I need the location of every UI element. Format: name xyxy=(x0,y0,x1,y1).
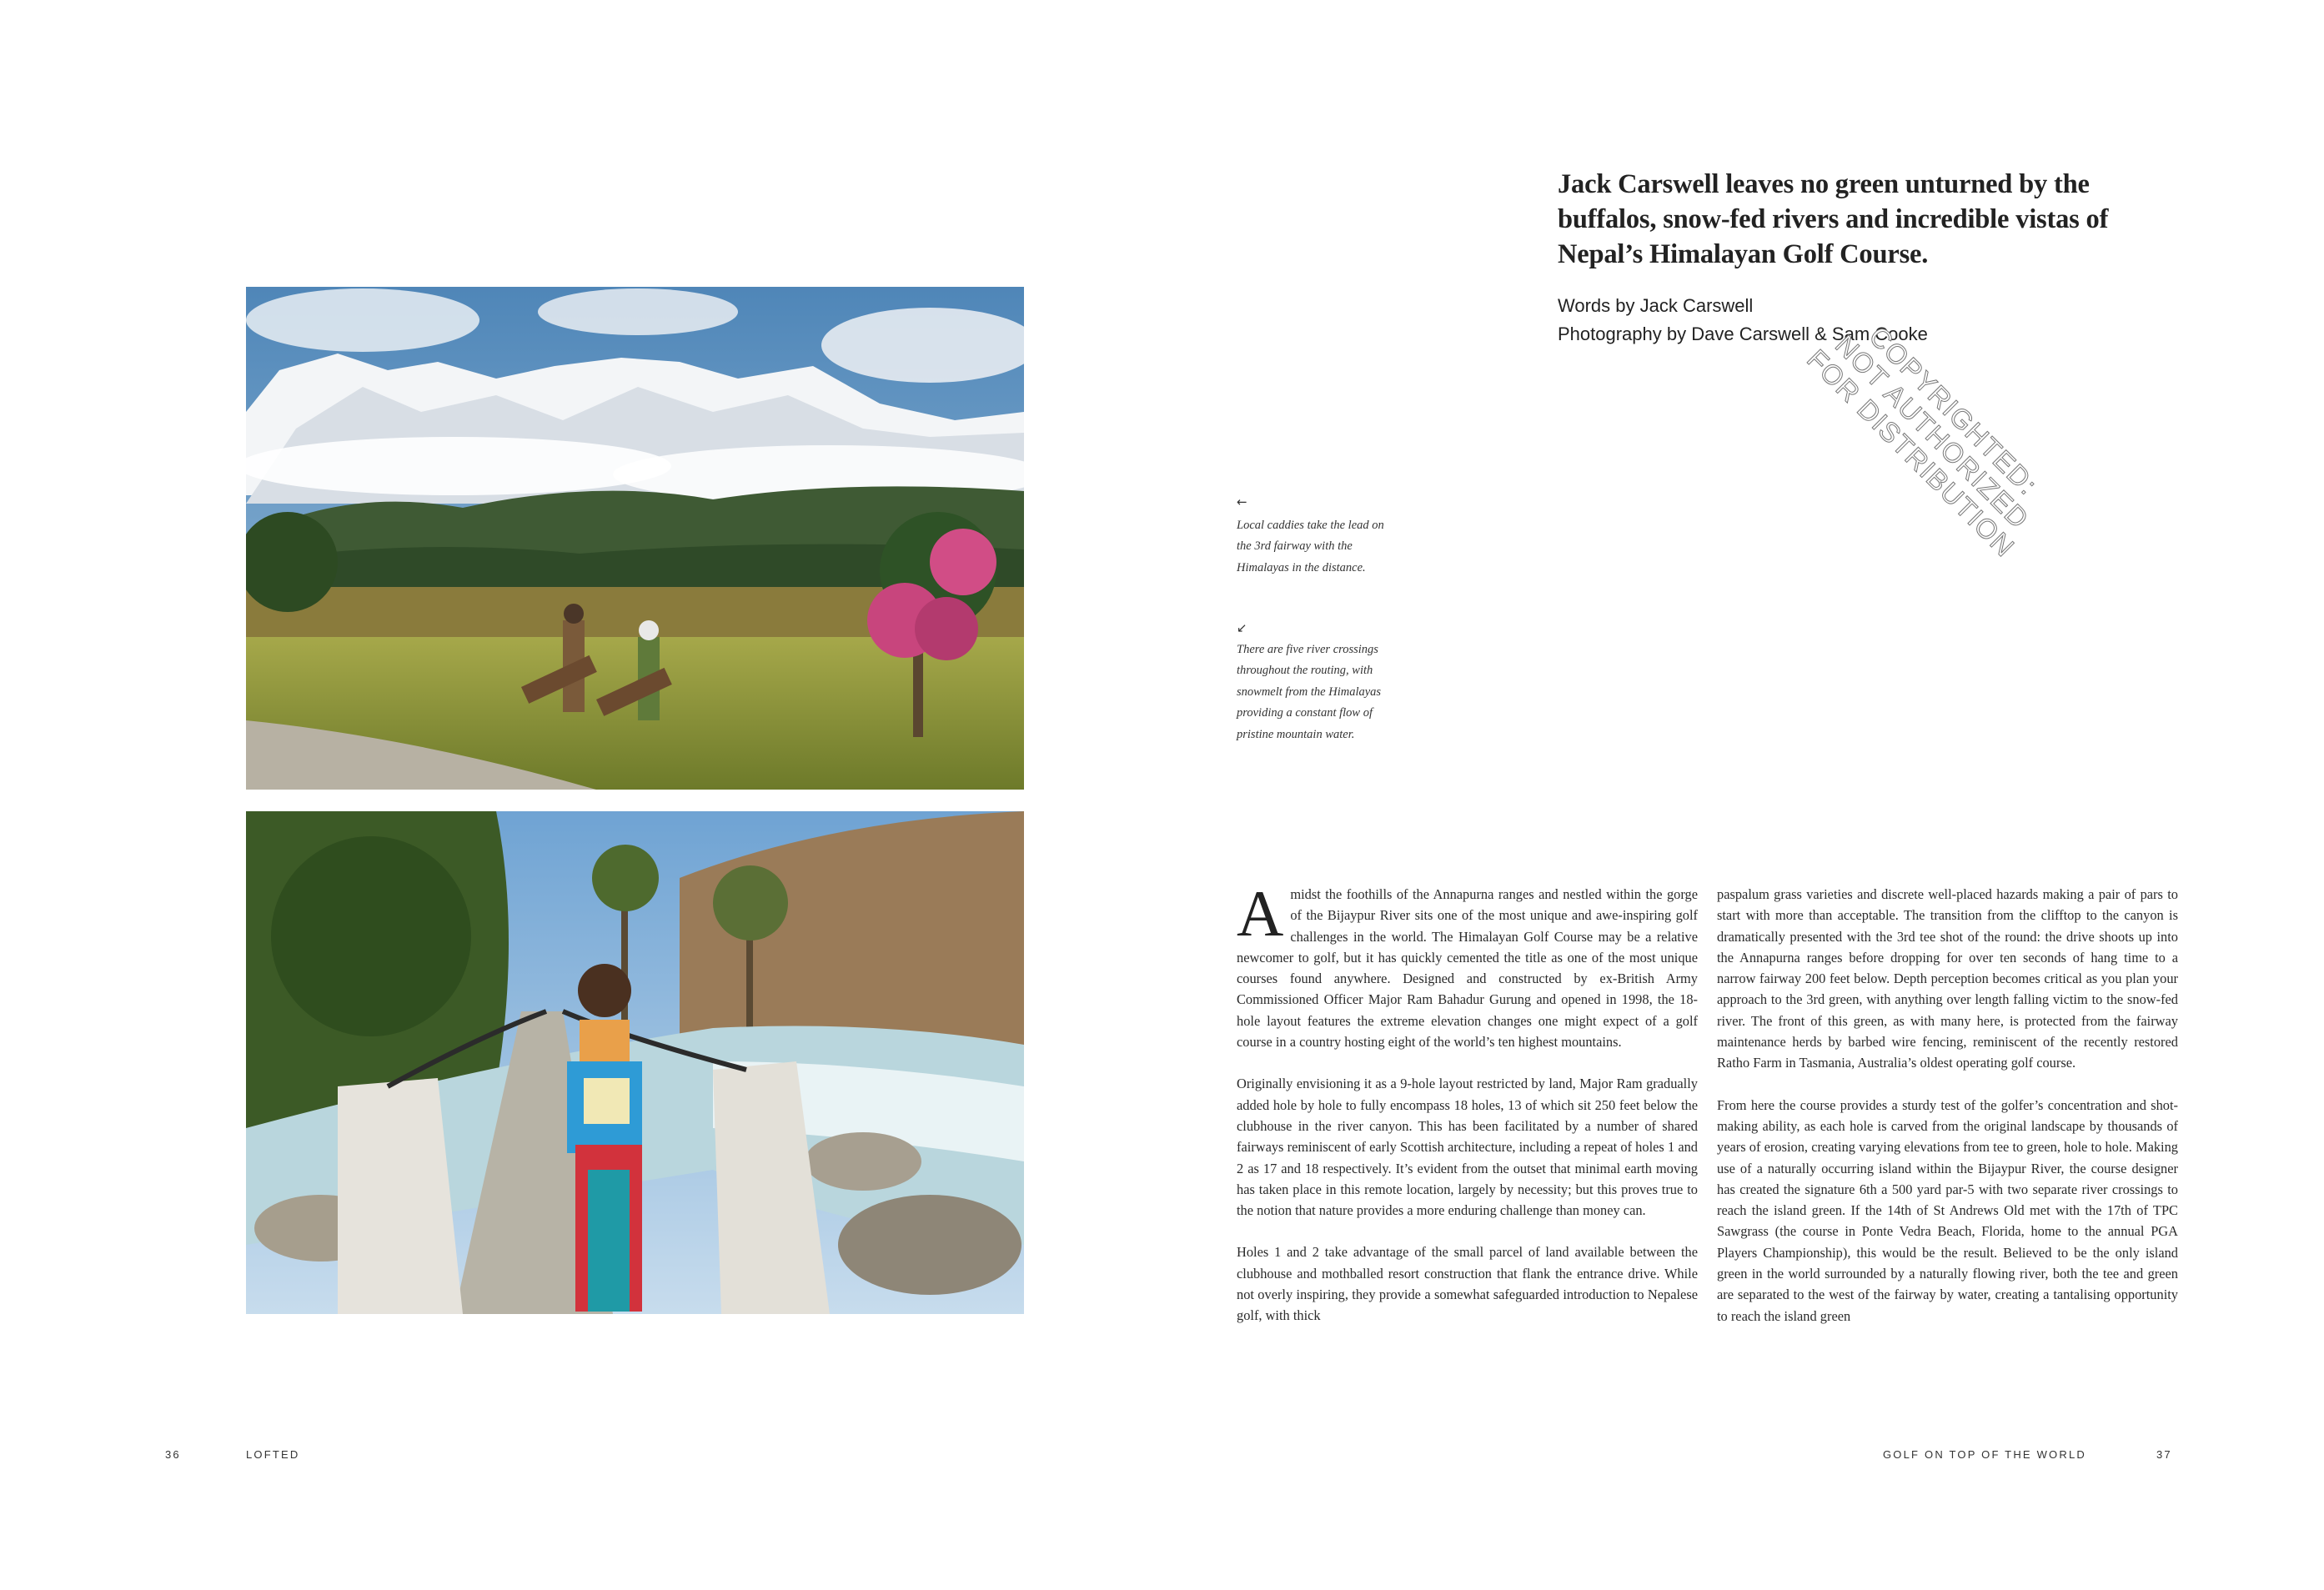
right-page-number: 37 xyxy=(2156,1448,2172,1461)
body-column-2 xyxy=(1717,884,2178,1327)
body-paragraph xyxy=(1237,877,1698,1052)
body-paragraph: From here the course provides a sturdy test of the golfer’s concentration and shot-making ability, as each hole is carved from the original landscape by thousands of years of erosion, creating varying elevations from tee to green, hole to hole. Making use of a naturally occurring island within the Bijaypur River, the course designer has created the signature 6th a 500 yard par-5 with two separate river crossings to reach the island green. If the 14th of St Andrews Old met with the 17th of TPC Sawgrass (the course in Ponte Vedra Beach, Florida, home to the annual PGA Players Championship), this would be the result. Believed to be the only island green in the world surrounded by a naturally flowing river, both the tee and green are separated to the west of the fairway by water, creating a tantalising opportunity to reach the island green xyxy=(1717,1096,2178,1324)
left-running-head: LOFTED xyxy=(246,1448,300,1461)
article-headline: Jack Carswell leaves no green unturned by the buffalos, snow-fed rivers and incredible vistas of Nepal’s Himalayan Golf Course. xyxy=(1558,169,2109,269)
arrow-left-icon: ← xyxy=(1237,494,1247,509)
copyright-watermark: COPYRIGHTED: NOT AUTHORIZED FOR DISTRIBUTION xyxy=(1801,320,2045,564)
photo-credit: Photography by Dave Carswell & Sam Cooke xyxy=(1558,324,1928,344)
body-paragraph: Holes 1 and 2 take advantage of the small parcel of land available between the clubhouse and mothballed resort construction that flank the entrance drive. While not overly inspiring, they provide a somewhat safeguarded introduction to Nepalese golf, with thick xyxy=(1237,1244,1698,1324)
right-running-head: GOLF ON TOP OF THE WORLD xyxy=(1883,1448,2086,1461)
caption-river-text: There are five river crossings throughout the routing, with snowmelt from the Himalayas providing a constant flow of pristine mountain water. xyxy=(1237,643,1382,741)
drop-cap: A xyxy=(1237,877,1284,950)
arrow-down-left-icon: ↙ xyxy=(1237,620,1247,635)
left-page-number: 36 xyxy=(165,1448,181,1461)
body-paragraph: Originally envisioning it as a 9-hole layout restricted by land, Major Ram gradually added hole by hole to fully encompass 18 holes, 13 of which sit 250 feet below the clubhouse in the river canyon. This has been facilitated by a number of shared fairways reminiscent of early Scottish architecture, including a repeat of holes 1 and 2 as 17 and 18 respectively. It’s evident from the outset that minimal earth moving has taken place in this remote location, largely by necessity; but this proves true to the notion that nature provides a more enduring challenge than money can. xyxy=(1237,1076,1698,1219)
photo-caddie-suspension-bridge xyxy=(246,811,1024,1314)
caption-fairway xyxy=(1237,495,1395,579)
words-credit: Words by Jack Carswell xyxy=(1558,295,1754,316)
body-paragraph-text: midst the foothills of the Annapurna ranges and nestled within the gorge of the Bijaypur River sits one of the most unique and awe-inspiring golf challenges in the world. The Himalayan Golf Course may be a relative newcomer to golf, but it has quickly cemented the title as one of the most unique courses found anywhere. Designed and constructed by ex-British Army Commissioned Officer Major Ram Bahadur Gurung and opened in 1998, the 18-hole layout features the extreme elevation changes one might expect of a golf course in a country hosting eight of the world’s ten highest mountains. xyxy=(1237,886,1698,1051)
body-paragraph: paspalum grass varieties and discrete well-placed hazards making a pair of pars to start with more than acceptable. The transition from the clifftop to the canyon is dramatically presented with the 3rd tee shot of the round: the drive shoots up into the Annapurna ranges before dropping for over ten seconds of hang time to a narrow fairway 200 feet below. Depth perception becomes critical as you plan your approach to the 3rd green, with anything over length falling victim to the snow-fed river. The front of this green, as with many here, is protected from the fairway maintenance herds by barbed wire fencing, reminiscent of the recently restored Ratho Farm in Tasmania, Australia’s oldest operating golf course. xyxy=(1717,886,2178,1071)
caption-river xyxy=(1237,621,1391,745)
caption-fairway-text: Local caddies take the lead on the 3rd fairway with the Himalayas in the distance. xyxy=(1237,519,1384,574)
body-column-1 xyxy=(1237,877,1698,1327)
photo-caddies-fairway-himalayas xyxy=(246,287,1024,790)
